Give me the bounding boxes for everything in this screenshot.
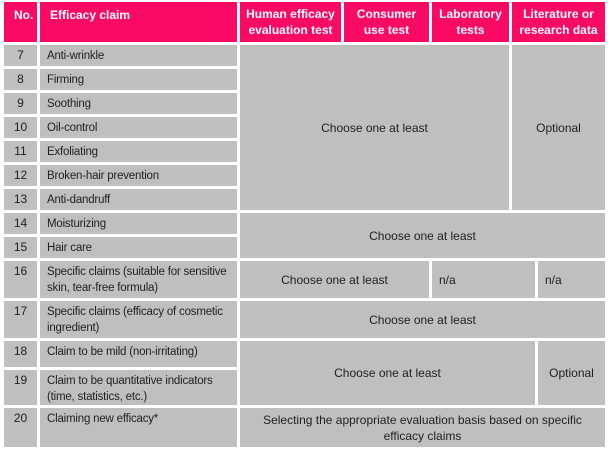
header-literature: Literature or research data [512,2,605,42]
row17-choose: Choose one at least [240,301,605,338]
row-no: 12 [4,165,37,186]
row-claim: Anti-wrinkle [40,45,237,66]
merged-rows14-15-choose: Choose one at least [240,213,605,258]
row-claim: Firming [40,69,237,90]
row-no: 14 [4,213,37,234]
merged-rows7-13-choose: Choose one at least [240,45,509,210]
row-no: 13 [4,189,37,210]
merged-rows18-19-optional: Optional [538,341,605,405]
merged-rows18-19-choose: Choose one at least [240,341,535,405]
row-no: 20 [4,408,37,447]
row-no: 16 [4,261,37,298]
efficacy-claims-table [4,2,605,447]
row-claim: Moisturizing [40,213,237,234]
row-no: 8 [4,69,37,90]
row-no: 15 [4,237,37,258]
row-no: 17 [4,301,37,338]
row-no: 11 [4,141,37,162]
row16-choose: Choose one at least [240,261,429,298]
row-claim: Soothing [40,93,237,114]
row-claim: Anti-dandruff [40,189,237,210]
row-claim: Oil-control [40,117,237,138]
row-no: 10 [4,117,37,138]
row-claim: Specific claims (suitable for sensitive skin, tear-free formula) [40,261,237,298]
row16-lab-na: n/a [432,261,535,298]
row-claim: Claiming new efficacy* [40,408,237,447]
header-consumer-use: Consumer use test [344,2,429,42]
row-no: 7 [4,45,37,66]
row-claim: Claim to be quantitative indicators (time, statistics, etc.) [40,370,237,405]
header-human-efficacy: Human efficacy evaluation test [240,2,341,42]
row16-lit-na: n/a [538,261,605,298]
row-no: 19 [4,370,37,405]
header-efficacy-claim: Efficacy claim [40,2,237,42]
row-claim: Exfoliating [40,141,237,162]
row20-basis: Selecting the appropriate evaluation basis based on specific efficacy claims [240,408,605,447]
row-no: 18 [4,341,37,367]
row-claim: Hair care [40,237,237,258]
row-no: 9 [4,93,37,114]
merged-rows7-13-optional: Optional [512,45,605,210]
header-no: No. [4,2,37,42]
header-laboratory: Laboratory tests [432,2,509,42]
row-claim: Specific claims (efficacy of cosmetic ingredient) [40,301,237,338]
row-claim: Claim to be mild (non-irritating) [40,341,237,367]
row-claim: Broken-hair prevention [40,165,237,186]
